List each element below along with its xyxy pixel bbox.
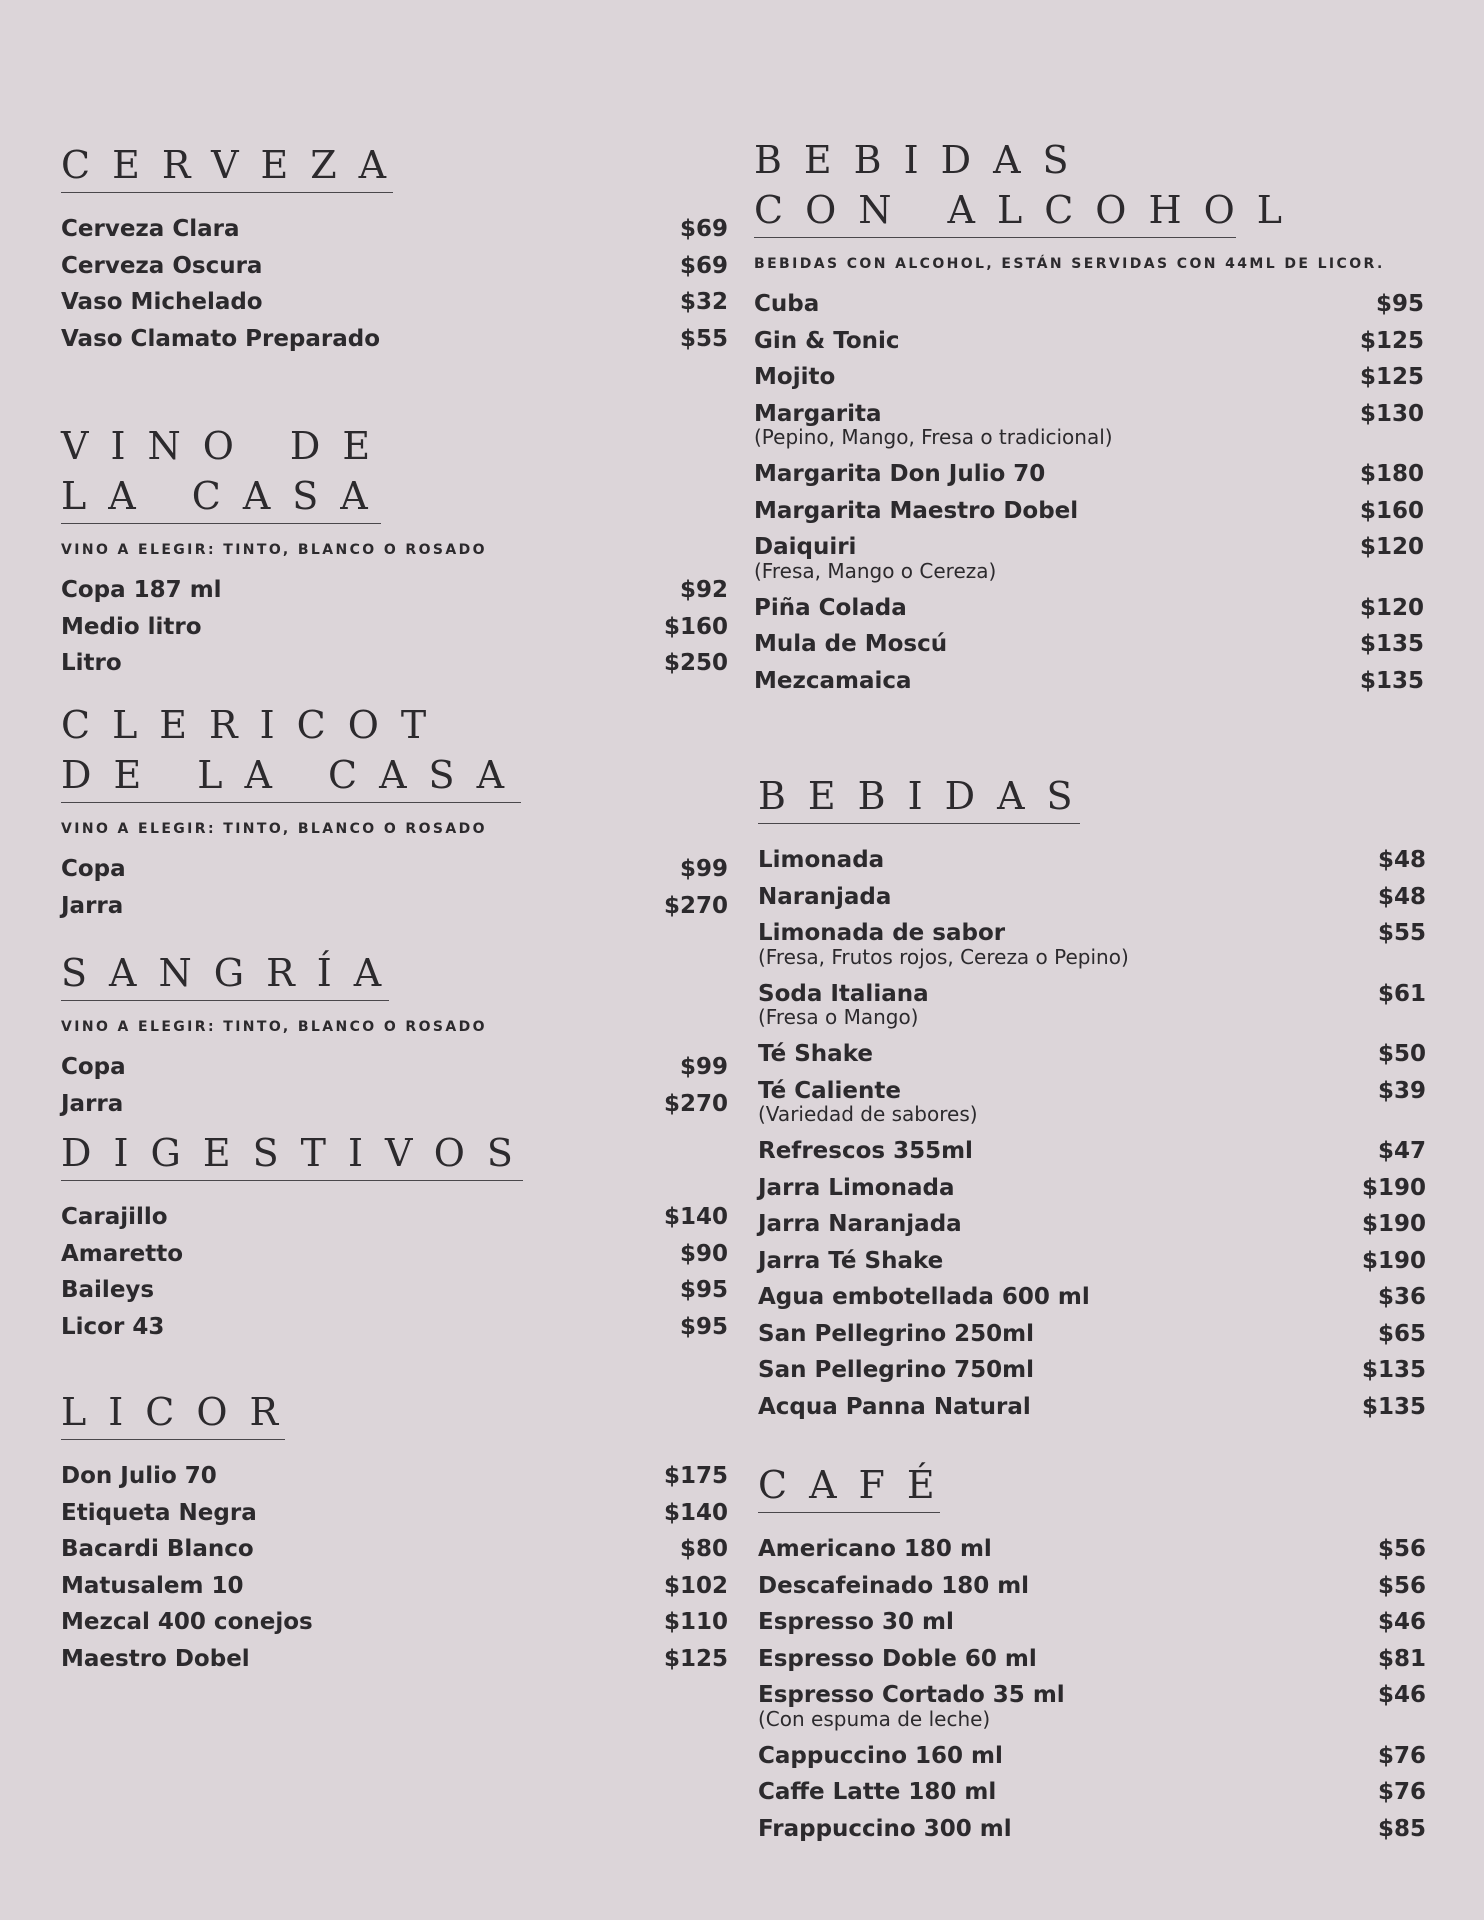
- section-bebidas-con-alcohol: [754, 135, 1424, 699]
- section-title-line: LICOR: [61, 1390, 301, 1434]
- menu-item: [754, 396, 1424, 457]
- menu-item: [754, 286, 1424, 323]
- menu-item: [61, 1531, 728, 1568]
- menu-item: [61, 1086, 728, 1123]
- menu-item-name: Cappuccino 160 ml: [758, 1742, 1003, 1769]
- menu-item-price: $47: [1377, 1138, 1426, 1164]
- menu-item-name: Margarita Don Julio 70: [754, 461, 1046, 487]
- section-divider: [758, 1512, 940, 1513]
- menu-item-price: $102: [663, 1572, 728, 1599]
- menu-item-list: [61, 572, 728, 682]
- menu-item-price: $50: [1377, 1041, 1426, 1067]
- menu-item: [758, 1316, 1426, 1353]
- menu-item-name: Daiquiri: [754, 534, 857, 560]
- section-note: VINO A ELEGIR: TINTO, BLANCO O ROSADO: [61, 821, 487, 837]
- menu-item-name: Baileys: [61, 1277, 155, 1303]
- menu-item-price: $90: [679, 1240, 728, 1267]
- menu-item: [61, 1309, 728, 1346]
- menu-item: [754, 529, 1424, 590]
- menu-item-price: $160: [663, 613, 728, 640]
- section-bebidas: [758, 771, 1426, 1425]
- menu-item-description: (Fresa o Mango): [758, 1005, 919, 1029]
- menu-item: [61, 1272, 728, 1309]
- menu-item: [61, 284, 728, 321]
- section-title: [754, 135, 1424, 235]
- menu-item-price: $190: [1361, 1174, 1426, 1201]
- menu-item: [61, 572, 728, 609]
- section-divider: [61, 1000, 389, 1001]
- menu-item-name: Mezcal 400 conejos: [61, 1609, 313, 1635]
- menu-item-name: Litro: [61, 650, 122, 676]
- menu-item-price: $99: [679, 856, 728, 882]
- menu-item-price: $125: [1359, 327, 1424, 354]
- menu-item: [754, 663, 1424, 700]
- menu-item-price: $76: [1377, 1742, 1426, 1769]
- menu-item-price: $65: [1377, 1320, 1426, 1347]
- menu-item-price: $85: [1377, 1815, 1426, 1842]
- menu-item: [758, 1738, 1426, 1775]
- menu-item-price: $92: [679, 577, 728, 603]
- section-title-line: CAFÉ: [758, 1463, 957, 1507]
- section-licor: [61, 1387, 728, 1677]
- menu-item: [758, 1352, 1426, 1389]
- menu-item-list: [61, 851, 728, 924]
- section-note: BEBIDAS CON ALCOHOL, ESTÁN SERVIDAS CON 44ML DE LICOR.: [754, 256, 1385, 272]
- menu-item: [61, 1604, 728, 1641]
- menu-item-price: $250: [663, 650, 728, 676]
- section-divider: [61, 523, 381, 524]
- menu-item-name: Amaretto: [61, 1240, 184, 1267]
- menu-item: [61, 1568, 728, 1605]
- menu-item: [61, 851, 728, 888]
- section-title-line: BEBIDAS: [754, 138, 1091, 182]
- menu-item-name: Espresso Doble 60 ml: [758, 1645, 1037, 1672]
- menu-item-price: $125: [663, 1645, 728, 1672]
- menu-item-name: Jarra: [61, 1090, 124, 1117]
- menu-item-name: Té Caliente: [758, 1077, 901, 1104]
- menu-item: [754, 456, 1424, 493]
- menu-item: [61, 1641, 728, 1678]
- section-note: VINO A ELEGIR: TINTO, BLANCO O ROSADO: [61, 1019, 487, 1035]
- menu-item: [758, 1568, 1426, 1605]
- section-title-line: CLERICOT: [61, 703, 449, 747]
- menu-item-price: $36: [1377, 1284, 1426, 1310]
- menu-item-name: Jarra Limonada: [758, 1174, 955, 1201]
- section-divider: [61, 1180, 523, 1181]
- menu-item-name: Maestro Dobel: [61, 1645, 250, 1672]
- menu-item-name: Limonada: [758, 847, 885, 873]
- menu-item-price: $69: [679, 252, 728, 279]
- section-divider: [61, 192, 393, 193]
- menu-item: [758, 1206, 1426, 1243]
- menu-item-name: Naranjada: [758, 883, 892, 910]
- menu-item-price: $95: [1375, 291, 1424, 317]
- section-title: [61, 700, 728, 800]
- menu-item-name: Jarra: [61, 892, 124, 919]
- section-title: [61, 1387, 728, 1437]
- menu-item-price: $46: [1377, 1609, 1426, 1635]
- menu-item-list: [758, 842, 1426, 1425]
- menu-item-name: Licor 43: [61, 1313, 165, 1340]
- menu-item-price: $55: [1377, 920, 1426, 946]
- menu-item-name: Acqua Panna Natural: [758, 1393, 1031, 1420]
- menu-item: [758, 879, 1426, 916]
- menu-item-list: [61, 1199, 728, 1345]
- menu-item-price: $135: [1361, 1357, 1426, 1383]
- menu-item-price: $46: [1377, 1682, 1426, 1708]
- menu-item: [758, 1243, 1426, 1280]
- section-title-line: DE LA CASA: [61, 753, 527, 797]
- menu-item-name: Matusalem 10: [61, 1572, 244, 1599]
- menu-item-name: Vaso Clamato Preparado: [61, 325, 381, 352]
- menu-item-name: Medio litro: [61, 613, 202, 640]
- section-divider: [61, 1439, 285, 1440]
- menu-item-price: $270: [663, 892, 728, 919]
- menu-item: [754, 323, 1424, 360]
- menu-item-name: Vaso Michelado: [61, 289, 263, 315]
- menu-item: [758, 1531, 1426, 1568]
- menu-item: [754, 590, 1424, 627]
- menu-item: [61, 211, 728, 248]
- menu-item-name: Copa: [61, 1054, 126, 1080]
- menu-item-name: Jarra Té Shake: [758, 1247, 944, 1274]
- section-digestivos: [61, 1128, 728, 1345]
- section-clericot-de-la-casa: [61, 700, 728, 924]
- menu-item-name: Agua embotellada 600 ml: [758, 1284, 1090, 1310]
- section-title-line: DIGESTIVOS: [61, 1131, 535, 1175]
- menu-item-name: Margarita Maestro Dobel: [754, 497, 1079, 524]
- menu-item-name: Mezcamaica: [754, 667, 912, 694]
- menu-item-price: $140: [663, 1499, 728, 1526]
- menu-item: [61, 888, 728, 925]
- menu-item-price: $190: [1361, 1211, 1426, 1237]
- menu-item: [61, 645, 728, 682]
- section-divider: [754, 237, 1236, 238]
- menu-item-price: $175: [663, 1463, 728, 1489]
- menu-item-name: Espresso Cortado 35 ml: [758, 1682, 1065, 1708]
- section-title: [61, 948, 728, 998]
- menu-item: [758, 1073, 1426, 1134]
- menu-item: [61, 248, 728, 285]
- menu-item: [758, 1641, 1426, 1678]
- menu-item-price: $69: [679, 216, 728, 242]
- menu-item-price: $55: [679, 325, 728, 352]
- menu-item-price: $135: [1359, 631, 1424, 657]
- menu-item-price: $110: [663, 1609, 728, 1635]
- menu-item-description: (Fresa, Frutos rojos, Cereza o Pepino): [758, 944, 1129, 969]
- menu-item-name: Jarra Naranjada: [758, 1211, 962, 1237]
- menu-item-name: Copa 187 ml: [61, 577, 222, 603]
- menu-item: [758, 1279, 1426, 1316]
- menu-item-list: [61, 1458, 728, 1677]
- menu-item: [758, 1389, 1426, 1426]
- menu-item: [758, 842, 1426, 879]
- menu-item-name: Carajillo: [61, 1204, 168, 1230]
- menu-item: [758, 1811, 1426, 1848]
- menu-item-price: $56: [1377, 1572, 1426, 1599]
- menu-item: [758, 1774, 1426, 1811]
- menu-item-name: Etiqueta Negra: [61, 1499, 257, 1526]
- menu-item-price: $99: [679, 1054, 728, 1080]
- menu-item-name: Cerveza Oscura: [61, 252, 263, 279]
- menu-item-price: $160: [1359, 497, 1424, 524]
- menu-item: [61, 1458, 728, 1495]
- menu-item: [61, 1236, 728, 1273]
- menu-item-price: $95: [679, 1277, 728, 1303]
- menu-item-price: $48: [1377, 883, 1426, 910]
- section-title: [61, 1128, 728, 1178]
- section-title: [61, 140, 728, 190]
- section-note: VINO A ELEGIR: TINTO, BLANCO O ROSADO: [61, 542, 487, 558]
- menu-item-name: Gin & Tonic: [754, 327, 900, 354]
- section-title-line: BEBIDAS: [758, 774, 1095, 818]
- section-title-line: LA CASA: [61, 474, 390, 518]
- menu-item-price: $80: [679, 1536, 728, 1562]
- menu-item-name: Espresso 30 ml: [758, 1609, 954, 1635]
- menu-item: [61, 1199, 728, 1236]
- section-title: [61, 421, 728, 521]
- menu-item-name: Limonada de sabor: [758, 920, 1006, 946]
- menu-item: [758, 1677, 1426, 1738]
- menu-item-price: $61: [1377, 980, 1426, 1007]
- menu-item-price: $125: [1359, 364, 1424, 390]
- menu-item-price: $95: [679, 1313, 728, 1340]
- menu-item-name: Descafeinado 180 ml: [758, 1572, 1030, 1599]
- menu-item: [61, 609, 728, 646]
- section-sangria: [61, 948, 728, 1122]
- menu-item-description: (Variedad de sabores): [758, 1102, 978, 1126]
- section-title: [758, 1460, 1426, 1510]
- menu-item-name: Caffe Latte 180 ml: [758, 1779, 997, 1805]
- menu-item-name: Té Shake: [758, 1041, 873, 1067]
- menu-item-name: Don Julio 70: [61, 1463, 217, 1489]
- menu-item-price: $120: [1359, 594, 1424, 621]
- menu-item-description: (Fresa, Mango o Cereza): [754, 558, 997, 583]
- menu-item-name: Mula de Moscú: [754, 631, 948, 657]
- menu-item: [758, 1036, 1426, 1073]
- section-title-line: SANGRÍA: [61, 951, 404, 995]
- menu-item: [754, 626, 1424, 663]
- menu-item-price: $39: [1377, 1077, 1426, 1104]
- menu-item-description: (Pepino, Mango, Fresa o tradicional): [754, 425, 1113, 449]
- section-cafe: [758, 1460, 1426, 1847]
- section-divider: [61, 802, 521, 803]
- menu-item-name: Copa: [61, 856, 126, 882]
- menu-item: [758, 1133, 1426, 1170]
- menu-item-name: Cerveza Clara: [61, 216, 240, 242]
- menu-item: [61, 1495, 728, 1532]
- menu-item: [61, 1049, 728, 1086]
- menu-item: [758, 1604, 1426, 1641]
- menu-item: [754, 359, 1424, 396]
- menu-item-name: Frappuccino 300 ml: [758, 1815, 1012, 1842]
- menu-item-name: Refrescos 355ml: [758, 1138, 973, 1164]
- section-title-line: CERVEZA: [61, 143, 409, 187]
- section-title: [758, 771, 1426, 821]
- section-divider: [758, 823, 1080, 824]
- menu-item-price: $270: [663, 1090, 728, 1117]
- section-title-line: CON ALCOHOL: [754, 188, 1304, 232]
- section-vino-de-la-casa: [61, 421, 728, 682]
- menu-item: [754, 493, 1424, 530]
- menu-item-name: Bacardi Blanco: [61, 1536, 254, 1562]
- menu-item-price: $56: [1377, 1536, 1426, 1562]
- menu-item: [758, 915, 1426, 976]
- menu-item-name: Piña Colada: [754, 594, 907, 621]
- menu-item-name: San Pellegrino 750ml: [758, 1357, 1035, 1383]
- menu-item-description: (Con espuma de leche): [758, 1706, 991, 1731]
- menu-item-price: $76: [1377, 1779, 1426, 1805]
- menu-item-price: $81: [1377, 1645, 1426, 1672]
- menu-item-name: Margarita: [754, 400, 882, 427]
- section-cerveza: [61, 140, 728, 357]
- menu-item: [758, 1170, 1426, 1207]
- menu-item-price: $135: [1361, 1393, 1426, 1420]
- menu-item-name: Americano 180 ml: [758, 1536, 992, 1562]
- menu-item-name: Mojito: [754, 364, 836, 390]
- menu-item-price: $48: [1377, 847, 1426, 873]
- menu-item-price: $32: [679, 289, 728, 315]
- menu-item-price: $120: [1359, 534, 1424, 560]
- menu-item-price: $180: [1359, 461, 1424, 487]
- section-title-line: VINO DE: [61, 424, 393, 468]
- menu-item-name: San Pellegrino 250ml: [758, 1320, 1035, 1347]
- menu-item-price: $140: [663, 1204, 728, 1230]
- menu-item-name: Soda Italiana: [758, 980, 929, 1007]
- menu-item-price: $190: [1361, 1247, 1426, 1274]
- menu-item-list: [758, 1531, 1426, 1847]
- menu-item-list: [61, 1049, 728, 1122]
- menu-item-price: $135: [1359, 667, 1424, 694]
- menu-item: [61, 321, 728, 358]
- menu-item-name: Cuba: [754, 291, 820, 317]
- menu-item-list: [61, 211, 728, 357]
- menu-item: [758, 976, 1426, 1037]
- menu-item-list: [754, 286, 1424, 699]
- menu-item-price: $130: [1359, 400, 1424, 427]
